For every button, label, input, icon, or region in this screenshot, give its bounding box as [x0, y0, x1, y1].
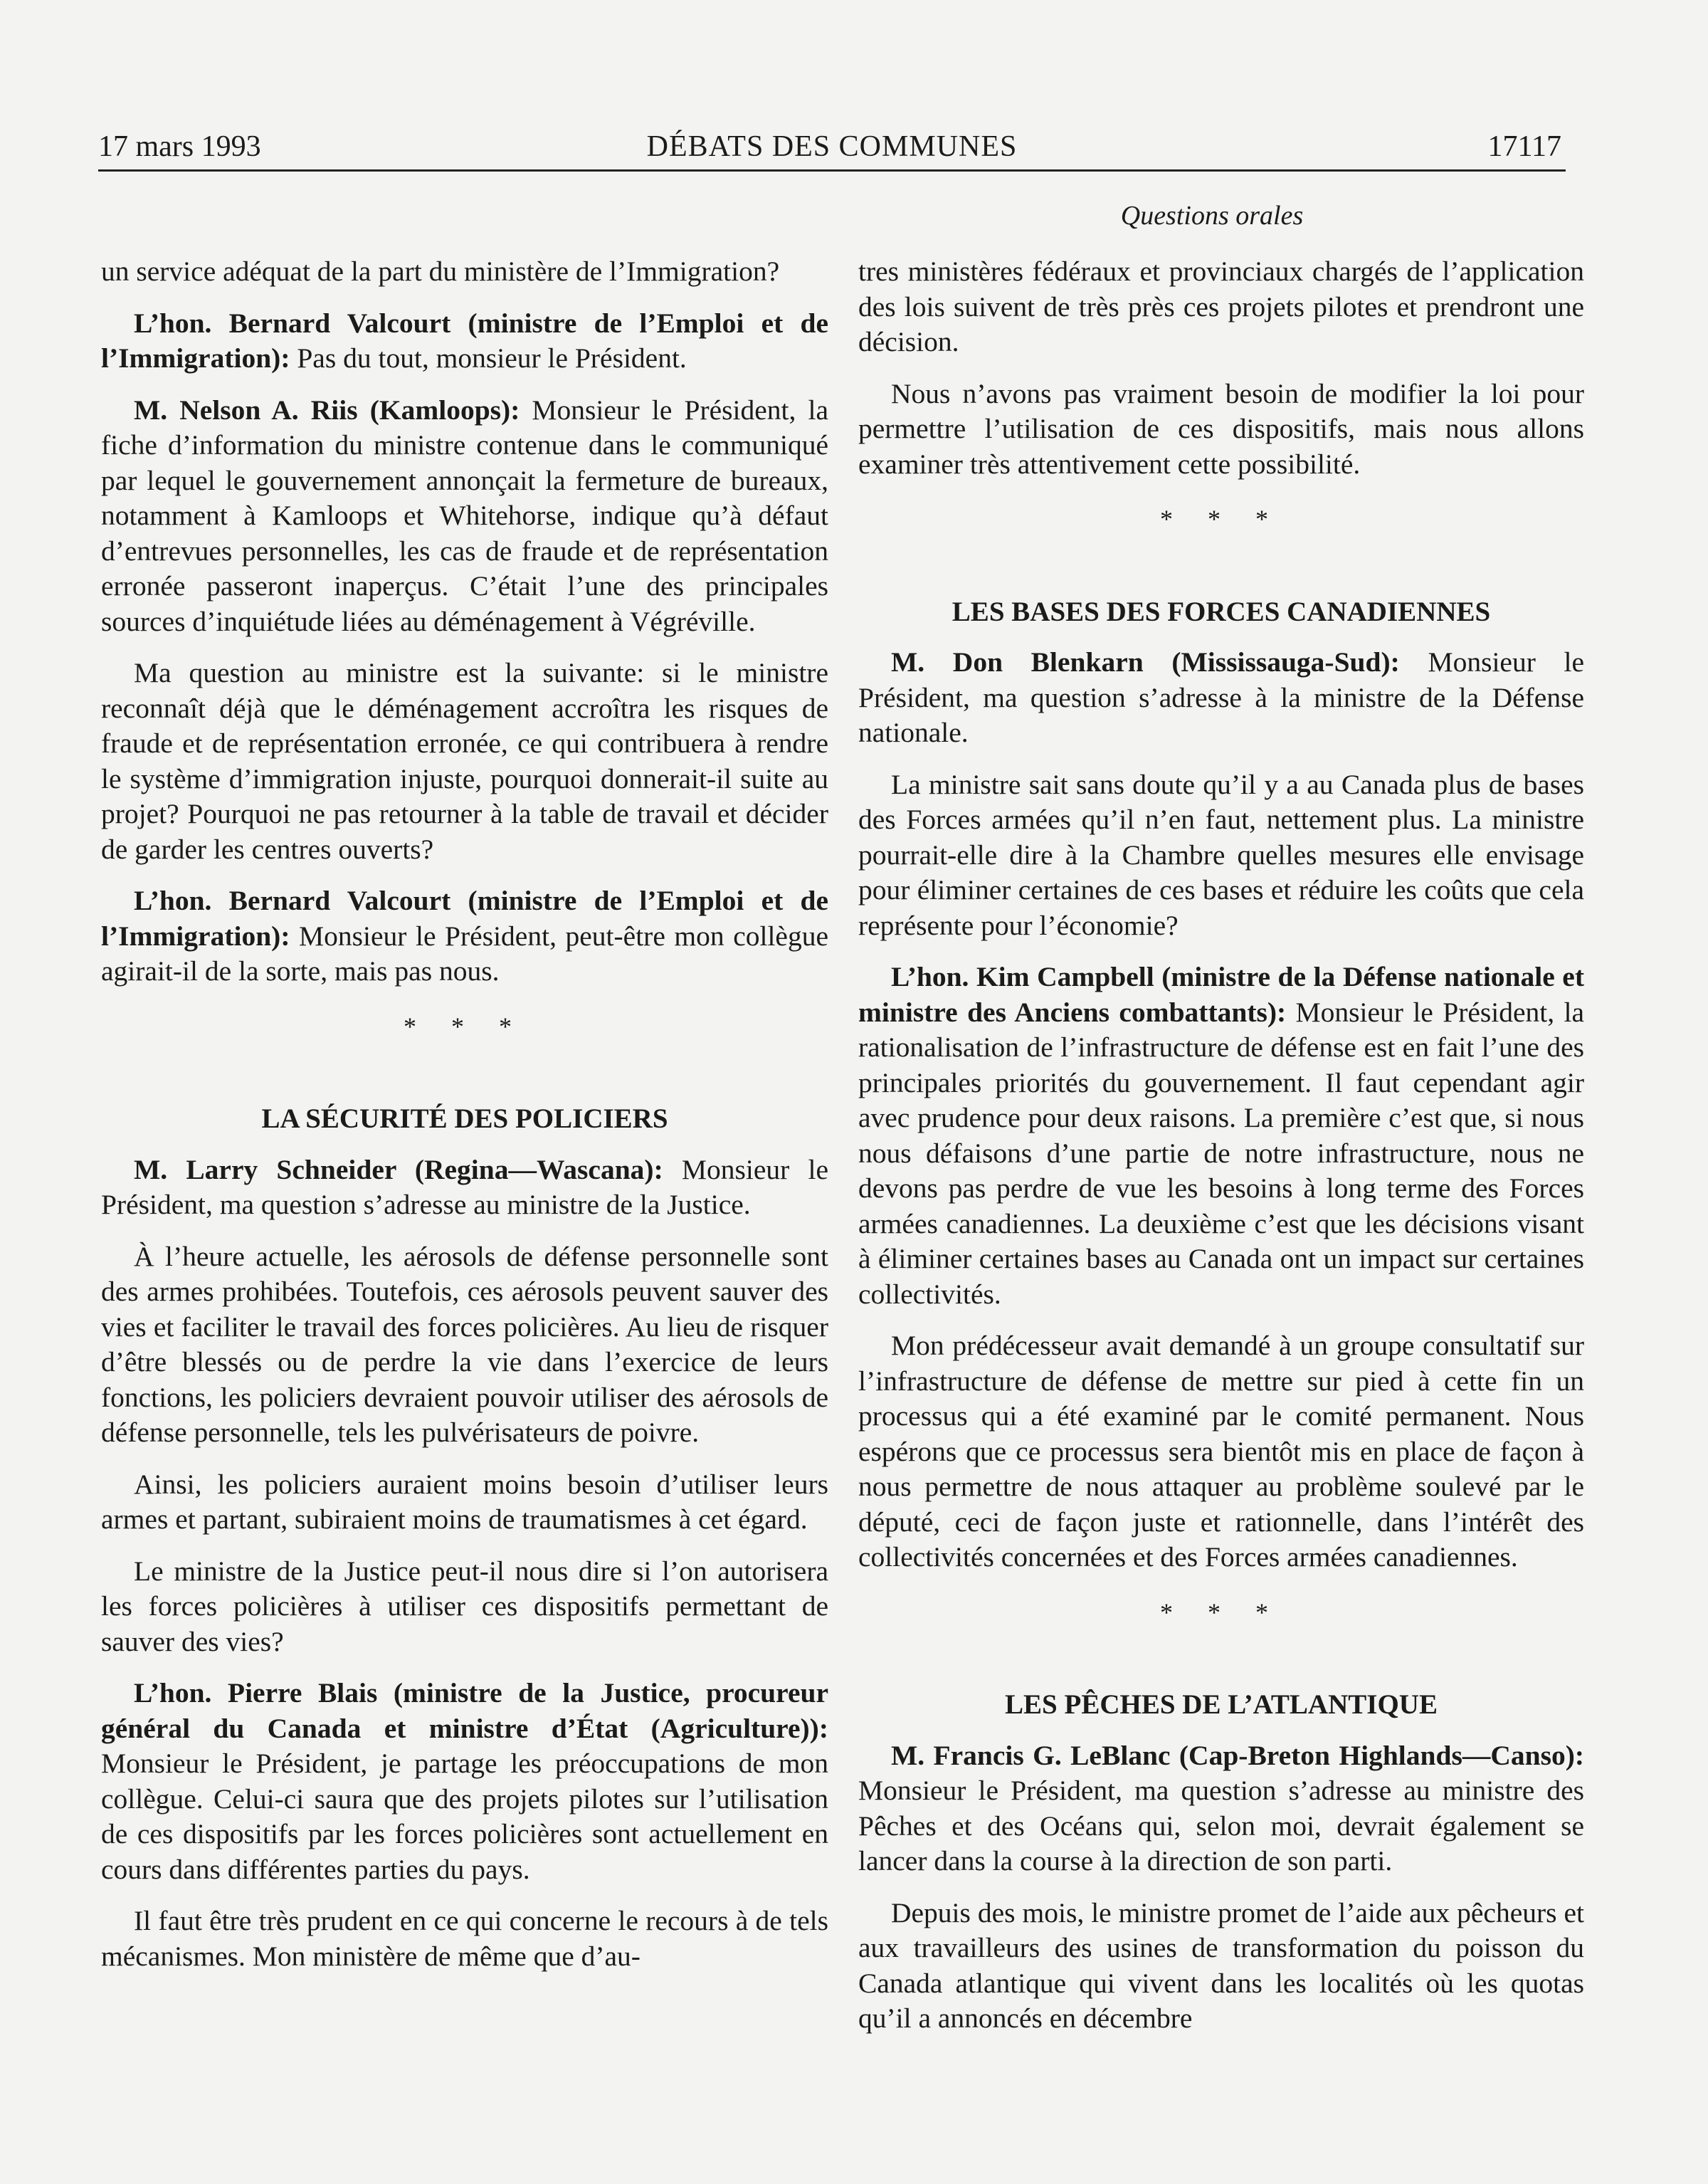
- section-heading: LES PÊCHES DE L’ATLANTIQUE: [1005, 1689, 1438, 1720]
- right-column: [858, 254, 1584, 2053]
- paragraph: Ainsi, les policiers auraient moins besoin d’utiliser leurs armes et partant, subiraient moins de traumatismes à cet égard.: [101, 1468, 828, 1535]
- speech-text: Monsieur le Président, ma question s’adresse au ministre des Pêches et des Océans qui, selon moi, devrait également se lancer dans la course à la direction de son parti.: [858, 1775, 1584, 1876]
- section-separator: * * *: [1160, 505, 1282, 533]
- speech-text: Monsieur le Président, ma question s’adresse au ministre de la Justice.: [101, 1153, 828, 1220]
- section-separator: * * *: [404, 1012, 526, 1041]
- paragraph: Depuis des mois, le ministre promet de l’aide aux pêcheurs et aux travailleurs des usines de transformation du poisson du Canada atlantique qui vivent dans les localités où les quotas qu’il a annoncés en décembre: [858, 1896, 1584, 2034]
- speech-text: Monsieur le Président, je partage les préoccupations de mon collègue. Celui-ci saura que des projets pilotes sur l’utilisation de ces dispositifs par les forces policières sont actuellement en cours dans différentes parties du pays.: [101, 1748, 828, 1885]
- paragraph: [101, 883, 828, 989]
- paragraph: [858, 1738, 1584, 1879]
- header-title: DÉBATS DES COMMUNES: [646, 130, 1018, 163]
- left-column: [101, 254, 828, 1990]
- speaker-name: M. Francis G. LeBlanc (Cap-Breton Highlands—Canso):: [891, 1739, 1584, 1771]
- paragraph: un service adéquat de la part du ministère de l’Immigration?: [101, 256, 780, 287]
- paragraph: À l’heure actuelle, les aérosols de défense personnelle sont des armes prohibées. Toutefois, ces aérosols peuvent sauver des vies et faciliter le travail des forces policières. Au lieu de risquer d’être blessés ou de perdre la vie dans l’exercice de leurs fonctions, les policiers devraient pouvoir utiliser des aérosols de défense personnelle, tels les pulvérisateurs de poivre.: [101, 1240, 828, 1448]
- paragraph: Mon prédécesseur avait demandé à un groupe consultatif sur l’infrastructure de défense de mettre sur pied à cette fin un processus qui a été examiné par le comité permanent. Nous espérons que ce processus sera bientôt mis en place de façon à nous permettre de nous attaquer au problème soulevé par le député, ceci de façon juste et rationnelle, dans l’intérêt des collectivités concernées et des Forces armées canadiennes.: [858, 1330, 1584, 1573]
- header-date: 17 mars 1993: [98, 130, 261, 163]
- speaker-name: M. Don Blenkarn (Mississauga-Sud):: [891, 646, 1400, 678]
- speaker-name: M. Larry Schneider (Regina—Wascana):: [134, 1153, 663, 1185]
- page-header: [98, 122, 1566, 172]
- paragraph: [858, 645, 1584, 751]
- paragraph: [101, 393, 828, 640]
- section-heading: LA SÉCURITÉ DES POLICIERS: [261, 1103, 668, 1134]
- speech-text: Monsieur le Président, ma question s’adresse à la ministre de la Défense nationale.: [858, 646, 1584, 748]
- speech-text: Monsieur le Président, la rationalisation de l’infrastructure de défense est en fait l’une des principales priorités du gouvernement. Il faut cependant agir avec prudence pour deux raisons. La première c’est que, si nous nous défaisons d’une partie de notre infrastructure, nous ne devons pas perdre de vue les besoins à long terme des Forces armées canadiennes. La deuxième c’est que les décisions visant à éliminer certaines bases au Canada ont un impact sur certaines collectivités.: [858, 996, 1584, 1310]
- paragraph: La ministre sait sans doute qu’il y a au Canada plus de bases des Forces armées qu’il n’en faut, nettement plus. La ministre pourrait-elle dire à la Chambre quelles mesures elle envisage pour éliminer certaines de ces bases et réduire les coûts que cela représente pour l’économie?: [858, 768, 1584, 941]
- speaker-name: L’hon. Kim Campbell (ministre de la Défense nationale et ministre des Anciens combattants):: [858, 961, 1584, 1028]
- paragraph: [101, 1153, 828, 1223]
- paragraph: Nous n’avons pas vraiment besoin de modifier la loi pour permettre l’utilisation de ces dispositifs, mais nous allons examiner très attentivement cette possibilité.: [858, 377, 1584, 480]
- paragraph: [101, 1676, 828, 1887]
- section-heading: LES BASES DES FORCES CANADIENNES: [951, 596, 1491, 627]
- speech-text: Pas du tout, monsieur le Président.: [290, 342, 687, 374]
- paragraph: Le ministre de la Justice peut-il nous dire si l’on autorisera les forces policières à utiliser ces dispositifs permettant de sauver des vies?: [101, 1555, 828, 1657]
- speaker-name: L’hon. Bernard Valcourt (ministre de l’Emploi et de l’Immigration):: [101, 885, 828, 952]
- speaker-name: L’hon. Bernard Valcourt (ministre de l’Emploi et de l’Immigration):: [101, 307, 828, 374]
- speaker-name: M. Nelson A. Riis (Kamloops):: [134, 394, 520, 426]
- speech-text: Monsieur le Président, la fiche d’information du ministre contenue dans le communiqué par lequel le gouvernement annonçait la fermeture de bureaux, notamment à Kamloops et Whitehorse, indique qu’à défaut d’entrevues personnelles, les cas de fraude et de représentation erronée passeront inaperçus. C’était l’une des principales sources d’inquiétude liées au déménagement à Végréville.: [101, 394, 828, 637]
- paragraph: [858, 960, 1584, 1312]
- paragraph: tres ministères fédéraux et provinciaux chargés de l’application des lois suivent de très près ces projets pilotes et prendront une décision.: [858, 256, 1584, 357]
- paragraph: Il faut être très prudent en ce qui concerne le recours à de tels mécanismes. Mon ministère de même que d’au-: [101, 1905, 828, 1972]
- paragraph: [101, 306, 828, 377]
- paragraph: Ma question au ministre est la suivante: si le ministre reconnaît déjà que le déménagement accroîtra les risques de fraude et de représentation erronée, ce qui contribuera à rendre le système d’immigration injuste, pourquoi donnerait-il suite au projet? Pourquoi ne pas retourner à la table de travail et décider de garder les centres ouverts?: [101, 657, 828, 865]
- section-label: Questions orales: [1120, 201, 1304, 231]
- speech-text: Monsieur le Président, peut-être mon collègue agirait-il de la sorte, mais pas nous.: [101, 920, 828, 987]
- speaker-name: L’hon. Pierre Blais (ministre de la Justice, procureur général du Canada et ministre d’État (Agriculture)):: [101, 1677, 828, 1744]
- page-number: 17117: [1487, 130, 1561, 163]
- section-separator: * * *: [1160, 1597, 1282, 1627]
